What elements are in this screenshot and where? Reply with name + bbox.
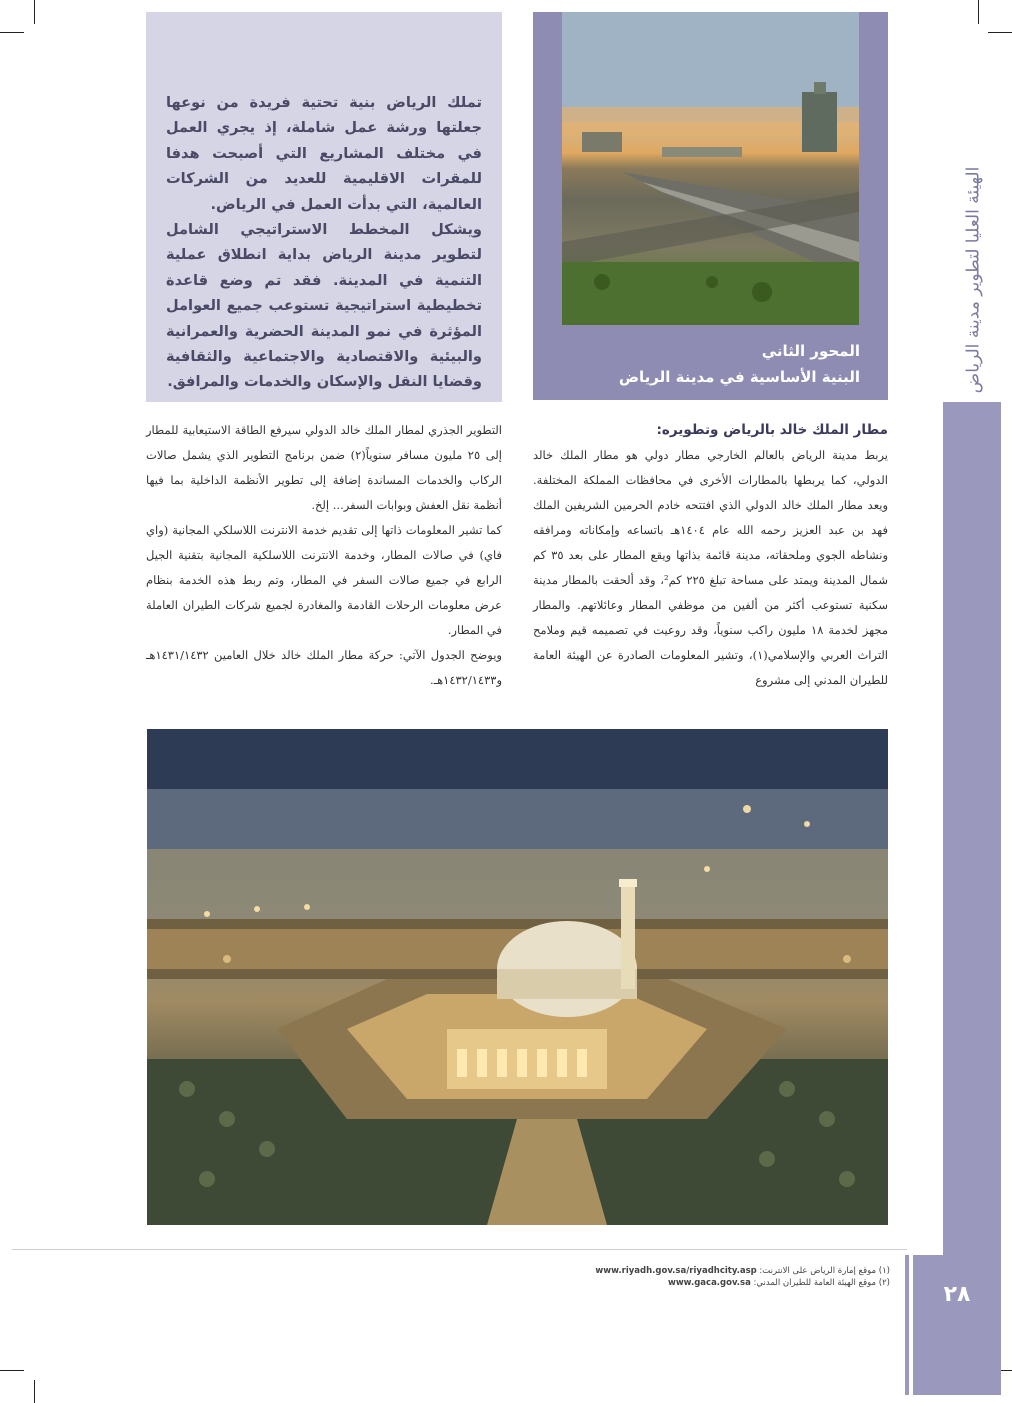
quote-paragraph: تملك الرياض بنية تحتية فريدة من نوعها جعلتها ورشة عمل شاملة، إذ يجري العمل في مختلف المشاريع التي أصبحت هدفا للمقرات الاقليمية للعديد من الشركات العالمية، التي بدأت العمل في الرياض. [166,94,482,213]
section-caption [560,338,860,390]
sidebar-band [943,402,1001,1272]
body-paragraph: كما تشير المعلومات ذاتها إلى تقديم خدمة الانترنت اللاسلكي المجانية (واي فاي) في صالات المطار، وخدمة الانترنت اللاسلكية المجانية بتقنية الجيل الرابع في جميع صالات السفر في المطار، وتم ربط هذه الخدمة بنظام عرض معلومات الرحلات القادمة والمغادرة لجميع شركات الطيران العاملة في المطار. [146,523,502,637]
section-heading: مطار الملك خالد بالرياض وتطويره: [656,422,888,438]
footnotes [560,1265,890,1289]
quote-paragraph: ويشكل المخطط الاستراتيجي الشامل لتطوير مدينة الرياض بداية انطلاق عملية التنمية في المدينة. فقد تم وضع قاعدة تخطيطية استراتيجية تستوعب جميع العوامل المؤثرة في نمو المدينة الحضرية والعمرانية والبيئية والاقتصادية والاجتماعية والثقافية وقضايا النقل والإسكان والخدمات والمرافق. [166,221,482,391]
caption-line: البنية الأساسية في مدينة الرياض [618,368,860,386]
footnote-url[interactable]: www.gaca.gov.sa [667,1278,751,1288]
body-paragraph: التطوير الجذري لمطار الملك خالد الدولي سيرفع الطاقة الاستيعابية للمطار إلى ٢٥ مليون مسافر سنوياً(٢) ضمن برنامج التطوير الذي يشمل صالات الركاب والخدمات المساندة إضافة إلى تطوير الأنظمة الداخلية بما فيها أنظمة نقل العفش وبوابات السفر... إلخ. [146,423,502,512]
crop-mark [988,32,1012,33]
crop-mark [0,32,24,33]
page-number: ٢٨ [943,1282,971,1307]
riyadh-highway-photo [562,12,859,325]
crop-mark [978,0,979,24]
caption-line: المحور الثاني [761,342,860,360]
sidebar-title: الهيئة العليا لتطوير مدينة الرياض [963,166,984,394]
footer-rule [12,1249,907,1250]
airport-mosque-photo [147,729,888,1225]
body-paragraph: ويوضح الجدول الآتي: حركة مطار الملك خالد خلال العامين ١٤٣١/١٤٣٢هـ و١٤٣٢/١٤٣٣هـ. [146,648,502,687]
crop-mark [0,1370,24,1371]
footnote [560,1265,890,1277]
footnote [560,1277,890,1289]
footnote-label: (٢) موقع الهيئة العامة للطيران المدني: [753,1278,890,1288]
left-column [146,418,502,693]
footnote-label: (١) موقع إمارة الرياض على الانترنت: [759,1266,890,1276]
right-column [533,418,888,693]
footer-stripe [905,1255,909,1395]
body-paragraph: يربط مدينة الرياض بالعالم الخارجي مطار دولي هو مطار الملك خالد الدولي، كما يربطها بالمطارات الأخرى في محافظات المملكة المختلفة. ويعد مطار الملك خالد الدولي الذي افتتحه خادم الحرمين الشريفين الملك فهد بن عبد العزيز رحمه الله عام ١٤٠٤هـ باتساعه وإمكاناته ومرافقه ونشاطه الجوي وملحقاته، مدينة قائمة بذاتها ويقع المطار على بعد ٣٥ كم شمال المدينة ويمتد على مساحة تبلغ ٢٢٥ كم²، وقد ألحقت بالمطار مدينة سكنية تستوعب أكثر من ألفين من موظفي المطار وعائلاتهم. والمطار مجهز لخدمة ١٨ مليون راكب سنوياً، وقد روعيت في تصميمه قيم وملامح التراث العربي والإسلامي(١)، وتشير المعلومات الصادرة عن الهيئة العامة للطيران المدني إلى مشروع [533,448,888,687]
highway-illustration [562,12,859,325]
crop-mark [34,1380,35,1403]
quote-box [146,12,502,402]
airport-illustration [147,729,888,1225]
footnote-url[interactable]: www.riyadh.gov.sa/riyadhcity.asp [595,1266,757,1276]
crop-mark [34,0,35,24]
page-number-box [913,1255,1001,1395]
